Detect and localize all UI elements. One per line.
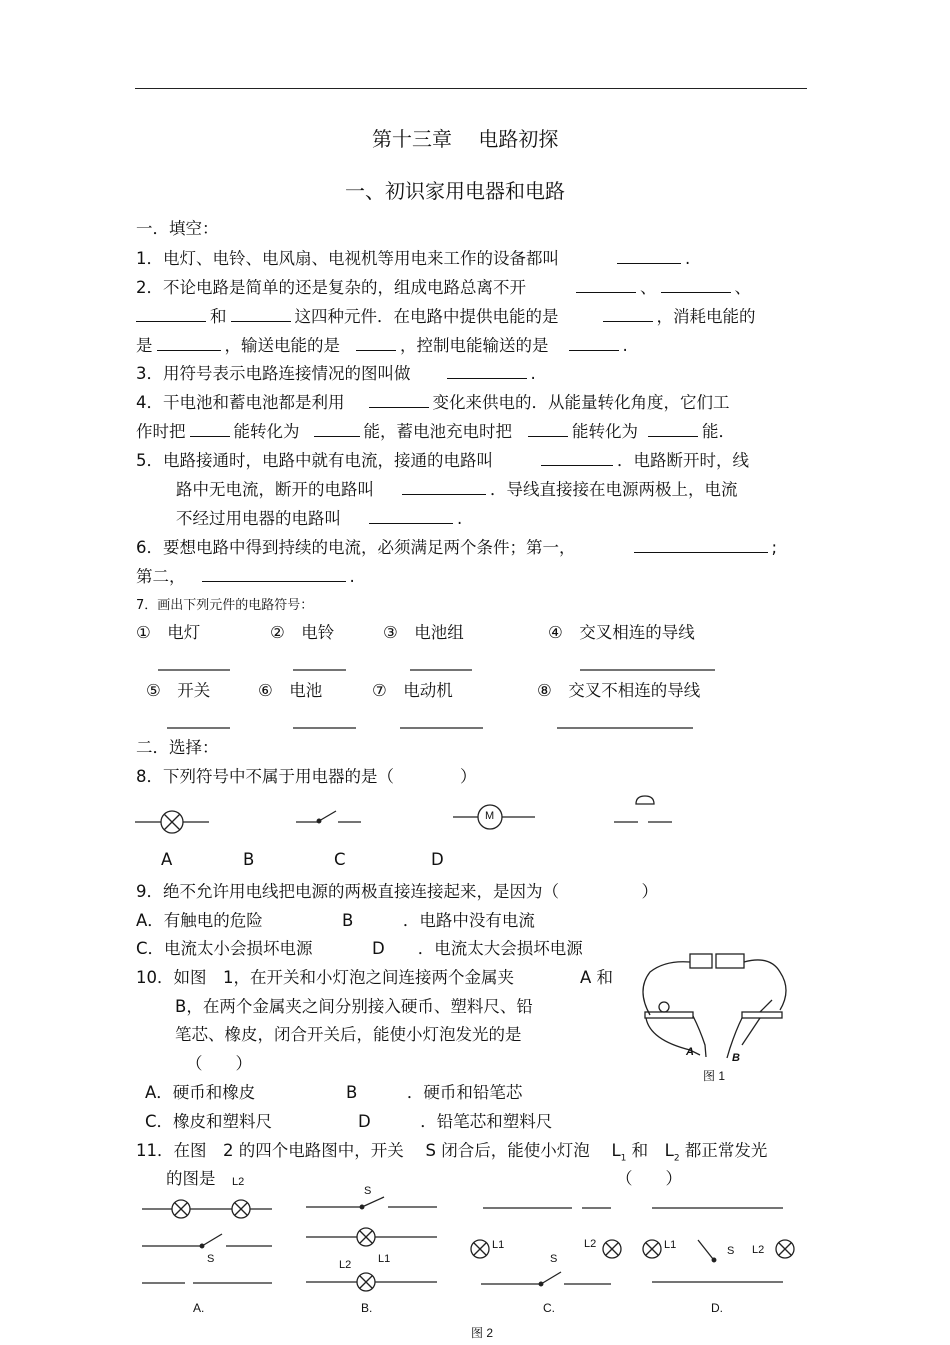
fig2-d-s: S xyxy=(727,1245,735,1257)
question-10-line2: B，在两个金属夹之间分别接入硬币、塑料尺、铅 xyxy=(175,997,533,1016)
question-5-line1: 5．电路接通时，电路中就有电流，接通的电路叫 ．电路断开时，线 xyxy=(136,451,749,470)
q8-option-c: C xyxy=(334,850,346,869)
question-1: 1．电灯、电铃、电风扇、电视机等用电来工作的设备都叫 . xyxy=(136,249,691,268)
fig2-a-caption: A. xyxy=(193,1301,205,1315)
question-8: 8．下列符号中不属于用电器的是（ ） xyxy=(136,767,477,786)
question-10-line3: 笔芯、橡皮，闭合开关后，能使小灯泡发光的是 xyxy=(175,1025,522,1044)
q9-option-b: B ．电路中没有电流 xyxy=(342,911,535,930)
symbol-item-5: ⑤ 开关 xyxy=(146,681,211,700)
figure-1-a-label: A xyxy=(686,1046,694,1058)
part1-heading: 一．填空： xyxy=(136,219,219,238)
question-11-line2: 的图是 xyxy=(166,1169,216,1188)
fig2-b-l2: L2 xyxy=(339,1259,352,1271)
symbol-item-3: ③ 电池组 xyxy=(383,623,464,642)
part2-heading: 二．选择： xyxy=(136,738,219,757)
symbol-item-2: ② 电铃 xyxy=(270,623,335,642)
fig2-d-caption: D. xyxy=(711,1301,723,1315)
symbol-item-1: ① 电灯 xyxy=(136,623,201,642)
fig2-a-s: S xyxy=(207,1253,215,1265)
q8-option-b: B xyxy=(243,850,255,869)
q8-option-d: D xyxy=(431,850,444,869)
q10-option-a: A．硬币和橡皮 xyxy=(145,1083,256,1102)
figure-1-caption: 图 1 xyxy=(703,1069,726,1083)
q9-option-a: A．有触电的危险 xyxy=(136,911,263,930)
motor-label: M xyxy=(485,810,495,822)
fig2-b-caption: B. xyxy=(361,1301,373,1315)
symbol-item-7: ⑦ 电动机 xyxy=(372,681,453,700)
question-3: 3．用符号表示电路连接情况的图叫做 . xyxy=(136,364,536,383)
question-9: 9．绝不允许用电线把电源的两极直接连接起来，是因为（ ） xyxy=(136,882,658,901)
figure-1-b-label: B xyxy=(732,1052,740,1064)
question-6-line2: 第二， . xyxy=(136,567,355,586)
fig2-c-caption: C. xyxy=(543,1301,555,1315)
q10-option-c: C．橡皮和塑料尺 xyxy=(145,1112,273,1131)
fig2-d-l1: L1 xyxy=(664,1239,677,1251)
chapter-title: 第十三章 电路初探 xyxy=(372,127,559,151)
fig2-d-l2: L2 xyxy=(752,1244,765,1256)
q9-option-c: C．电流太小会损坏电源 xyxy=(136,939,313,958)
q8-option-a: A xyxy=(161,850,173,869)
fig2-b-s: S xyxy=(364,1185,372,1197)
q9-option-d: D ．电流太大会损坏电源 xyxy=(372,939,583,958)
q10-option-d: D ．铅笔芯和塑料尺 xyxy=(358,1112,553,1131)
symbol-item-6: ⑥ 电池 xyxy=(258,681,323,700)
question-6-line1: 6．要想电路中得到持续的电流，必须满足两个条件；第一， ; xyxy=(136,538,778,557)
fig2-b-l1: L1 xyxy=(378,1253,391,1265)
circuit-a xyxy=(142,1200,272,1283)
symbol-item-8: ⑧ 交叉不相连的导线 xyxy=(537,681,701,700)
fig2-c-l2: L2 xyxy=(584,1238,597,1250)
question-7: 7．画出下列元件的电路符号： xyxy=(136,598,314,613)
fig2-c-s: S xyxy=(550,1253,558,1265)
question-2-line2: 和 这四种元件．在电路中提供电能的是 ，消耗电能的 xyxy=(136,305,756,328)
question-10-line4: （ ） xyxy=(186,1054,252,1073)
question-11-line1: 11．在图 2 的四个电路图中，开关 S 闭合后，能使小灯泡 $L_1$ 和 $L_2$ 都正常发光 xyxy=(136,1141,768,1164)
fig2-c-l1: L1 xyxy=(492,1239,505,1251)
question-4-line2: 作时把 能转化为 能，蓄电池充电时把 能转化为 能． xyxy=(136,422,735,441)
question-10-line1b: A 和 xyxy=(580,968,614,987)
question-2-line3: 是 ，输送电能的是 ，控制电能输送的是 . xyxy=(136,336,628,355)
question-10-line1: 10．如图 1，在开关和小灯泡之间连接两个金属夹 xyxy=(136,968,514,987)
symbol-item-4: ④ 交叉相连的导线 xyxy=(548,623,695,642)
question-2-line1: 2．不论电路是简单的还是复杂的，组成电路总离不开 、 、 xyxy=(136,278,751,297)
question-5-line2: 路中无电流，断开的电路叫 ．导线直接接在电源两极上，电流 xyxy=(176,480,738,499)
figure-2-caption: 图 2 xyxy=(471,1326,494,1340)
question-11-paren: （ ） xyxy=(616,1169,682,1188)
circuit-b xyxy=(306,1197,437,1291)
question-4-line1: 4．干电池和蓄电池都是利用 变化来供电的．从能量转化角度，它们工 xyxy=(136,393,730,412)
fig2-a-l2: L2 xyxy=(232,1176,245,1188)
q10-option-b: B ．硬币和铅笔芯 xyxy=(346,1083,523,1102)
question-5-line3: 不经过用电器的电路叫 . xyxy=(176,509,463,528)
section-title: 一、初识家用电器和电路 xyxy=(345,179,565,203)
